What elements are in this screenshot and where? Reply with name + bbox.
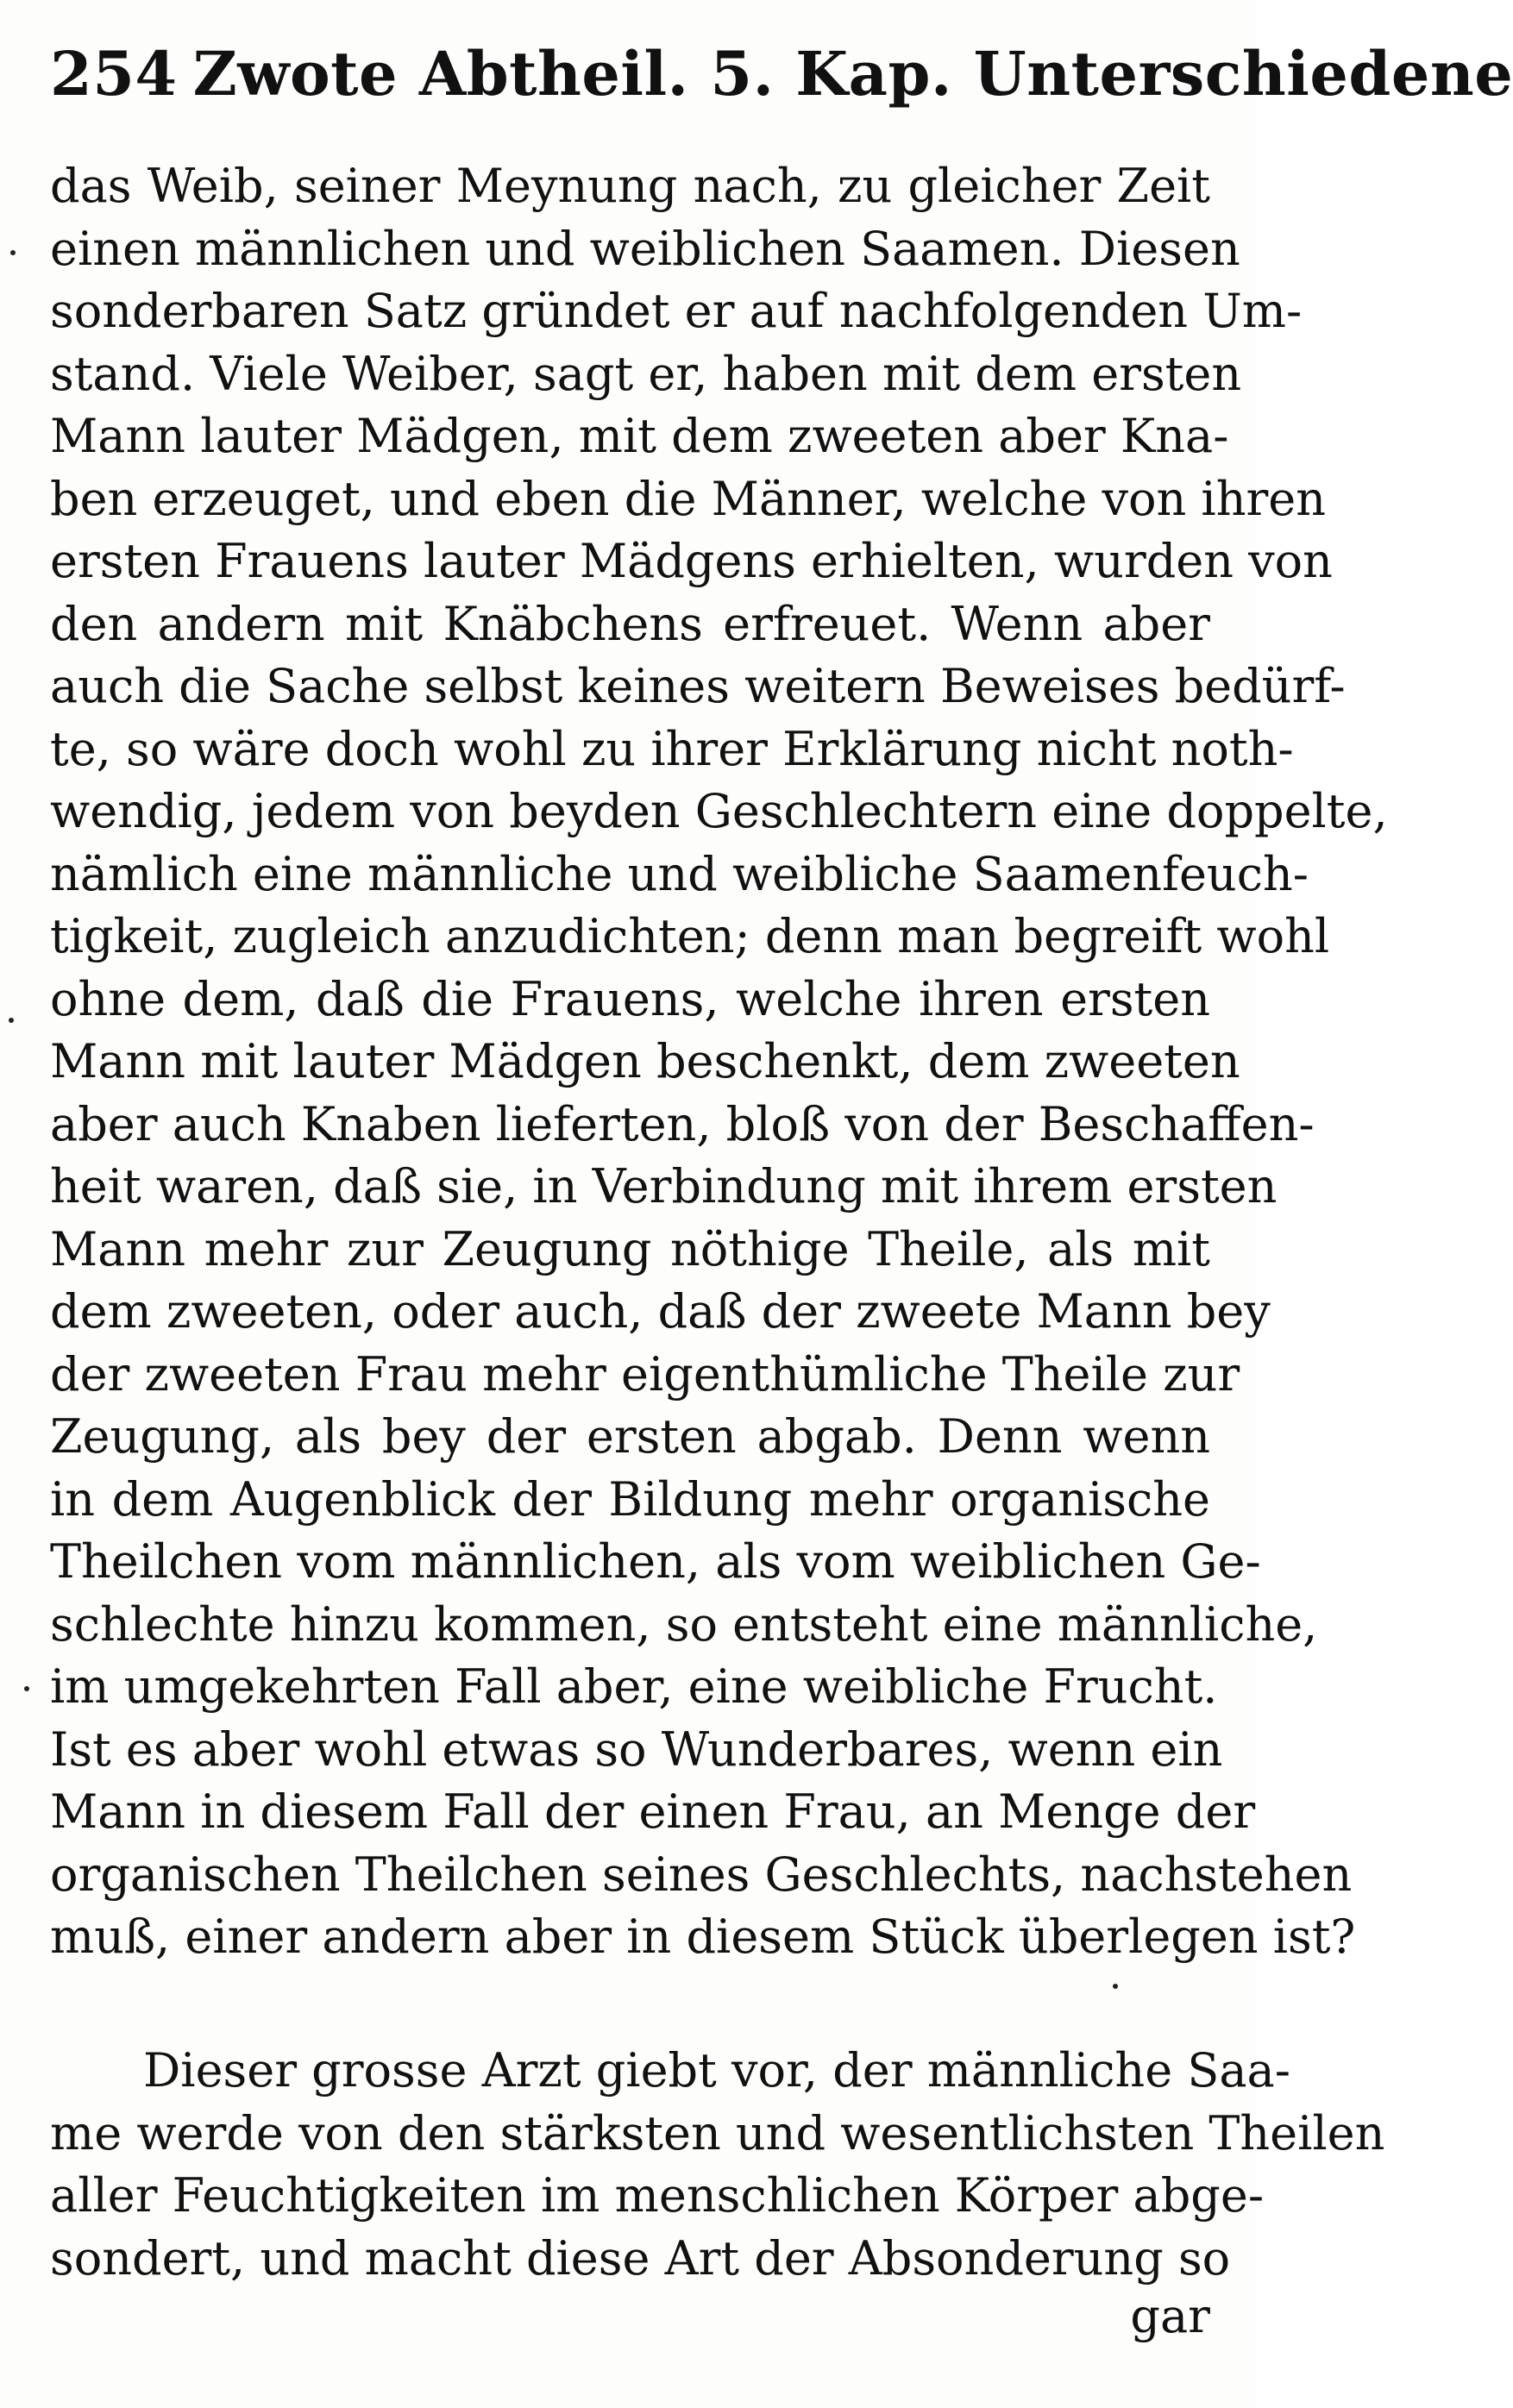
text-line: im umgekehrten Fall aber, eine weibliche Frucht. <box>50 1659 1218 1714</box>
running-head: Zwote Abtheil. 5. Kap. Unterschiedene <box>192 37 1513 110</box>
text-line: tigkeit, zugleich anzudichten; denn man begreift wohl <box>50 909 1330 963</box>
text-line: sondert, und macht diese Art der Absonderung so <box>50 2230 1231 2286</box>
text-line: schlechte hinzu kommen, so entsteht eine männliche, <box>50 1596 1318 1652</box>
text-line: Theilchen vom männlichen, als vom weiblichen Ge- <box>50 1534 1261 1589</box>
text-line: muß, einer andern aber in diesem Stück überlegen ist? <box>50 1909 1356 1964</box>
text-line: nämlich eine männliche und weibliche Saamenfeuch- <box>50 846 1309 901</box>
margin-dot <box>1113 1984 1118 1989</box>
text-line: Mann lauter Mädgen, mit dem zweeten aber Kna- <box>50 409 1229 463</box>
page-header <box>50 26 1513 121</box>
text-line: wendig, jedem von beyden Geschlechtern eine doppelte, <box>50 784 1388 838</box>
text-line: ben erzeuget, und eben die Männer, welche von ihren <box>50 471 1327 526</box>
text-line: ersten Frauens lauter Mädgens erhielten, wurden von <box>50 534 1333 588</box>
text-line: einen männlichen und weiblichen Saamen. Diesen <box>50 221 1240 276</box>
text-line: me werde von den stärksten und wesentlichsten Theilen <box>50 2105 1385 2160</box>
text-line: te, so wäre doch wohl zu ihrer Erklärung nicht noth- <box>50 721 1294 776</box>
text-line: aber auch Knaben lieferten, bloß von der Beschaffen- <box>50 1096 1315 1151</box>
text-line: in dem Augenblick der Bildung mehr organische <box>50 1471 1210 1527</box>
text-line: Ist es aber wohl etwas so Wunderbares, wenn ein <box>50 1721 1223 1777</box>
text-line: ohne dem, daß die Frauens, welche ihren ersten <box>50 971 1210 1026</box>
paragraph-2 <box>50 2040 1385 2290</box>
text-line: den andern mit Knäbchens erfreuet. Wenn aber <box>50 596 1210 651</box>
text-line: Zeugung, als bey der ersten abgab. Denn wenn <box>50 1409 1210 1464</box>
paragraph-1 <box>50 155 1388 1969</box>
page-number: 254 <box>50 37 178 110</box>
text-line: organischen Theilchen seines Geschlechts, nachstehen <box>50 1847 1353 1902</box>
text-line: stand. Viele Weiber, sagt er, haben mit dem ersten <box>50 346 1242 401</box>
text-line: der zweeten Frau mehr eigenthümliche Theile zur <box>50 1346 1240 1402</box>
text-line: Mann in diesem Fall der einen Frau, an Menge der <box>50 1784 1256 1839</box>
catchword: gar <box>1130 2289 1210 2343</box>
text-line: Mann mit lauter Mädgen beschenkt, dem zweeten <box>50 1034 1240 1088</box>
margin-dot <box>24 1686 29 1691</box>
text-line: sonderbaren Satz gründet er auf nachfolgenden Um- <box>50 284 1303 338</box>
text-line: heit waren, daß sie, in Verbindung mit ihrem ersten <box>50 1159 1278 1213</box>
text-line: das Weib, seiner Meynung nach, zu gleicher Zeit <box>50 159 1210 213</box>
text-line: aller Feuchtigkeiten im menschlichen Körper abge- <box>50 2168 1265 2223</box>
text-line: Dieser grosse Arzt giebt vor, der männliche Saa- <box>143 2043 1290 2098</box>
margin-dot <box>9 1018 14 1023</box>
text-line: Mann mehr zur Zeugung nöthige Theile, als mit <box>50 1221 1210 1276</box>
text-line: auch die Sache selbst keines weitern Beweises bedürf- <box>50 659 1346 713</box>
text-line: dem zweeten, oder auch, daß der zweete Mann bey <box>50 1284 1271 1339</box>
margin-dot <box>10 250 16 255</box>
